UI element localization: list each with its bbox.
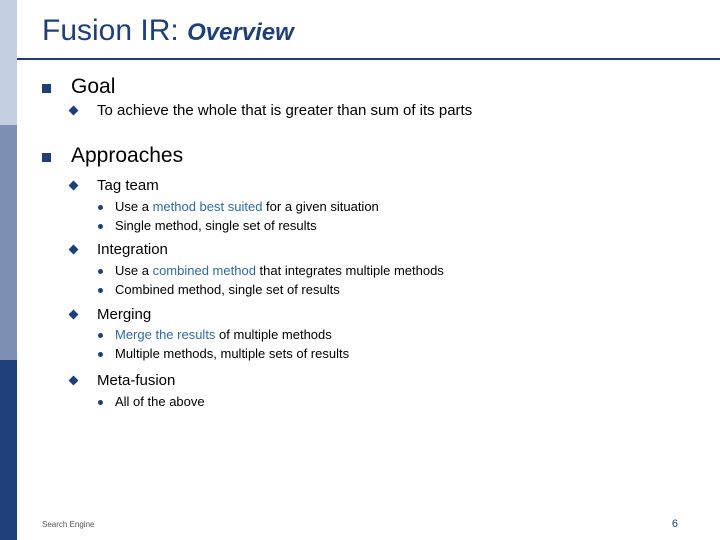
dot-bullet-icon bbox=[98, 352, 103, 357]
integration-point-1-text: Use a combined method that integrates multiple methods bbox=[115, 263, 444, 278]
dot-bullet-icon bbox=[98, 269, 103, 274]
meta-fusion-label: Meta-fusion bbox=[97, 372, 176, 389]
square-bullet-icon bbox=[42, 84, 51, 93]
tag-team-label: Tag team bbox=[97, 177, 159, 194]
diamond-bullet-icon bbox=[69, 106, 79, 116]
approaches-label: Approaches bbox=[71, 144, 184, 167]
dot-bullet-icon bbox=[98, 400, 103, 405]
square-bullet-icon bbox=[42, 153, 51, 162]
footer-label: Search Engine bbox=[42, 520, 95, 529]
integration-point-2-text: Combined method, single set of results bbox=[115, 282, 340, 297]
dot-bullet-icon bbox=[98, 288, 103, 293]
dot-bullet-icon bbox=[98, 224, 103, 229]
merging-point-2-text: Multiple methods, multiple sets of results bbox=[115, 346, 350, 361]
tag-team-point-1-text: Use a method best suited for a given situation bbox=[115, 199, 379, 214]
title-main: Fusion IR: bbox=[42, 14, 179, 47]
slide-title bbox=[42, 14, 294, 48]
left-bar-light bbox=[0, 0, 17, 125]
left-bar-dark bbox=[0, 360, 17, 540]
left-bar-mid bbox=[0, 125, 17, 360]
page-number: 6 bbox=[671, 518, 678, 530]
title-sub: Overview bbox=[187, 19, 294, 46]
diamond-bullet-icon bbox=[69, 245, 79, 255]
goal-point-text: To achieve the whole that is greater than sum of its parts bbox=[97, 102, 473, 119]
tag-team-point-2-text: Single method, single set of results bbox=[115, 218, 317, 233]
diamond-bullet-icon bbox=[69, 181, 79, 191]
diamond-bullet-icon bbox=[69, 310, 79, 320]
title-underline bbox=[17, 58, 720, 60]
dot-bullet-icon bbox=[98, 205, 103, 210]
diamond-bullet-icon bbox=[69, 376, 79, 386]
goal-label: Goal bbox=[71, 75, 116, 98]
meta-fusion-point-1-text: All of the above bbox=[115, 394, 205, 409]
dot-bullet-icon bbox=[98, 333, 103, 338]
left-decor-bar bbox=[0, 0, 17, 540]
merging-label: Merging bbox=[97, 306, 152, 323]
integration-label: Integration bbox=[97, 241, 168, 258]
merging-point-1-text: Merge the results of multiple methods bbox=[115, 327, 332, 342]
